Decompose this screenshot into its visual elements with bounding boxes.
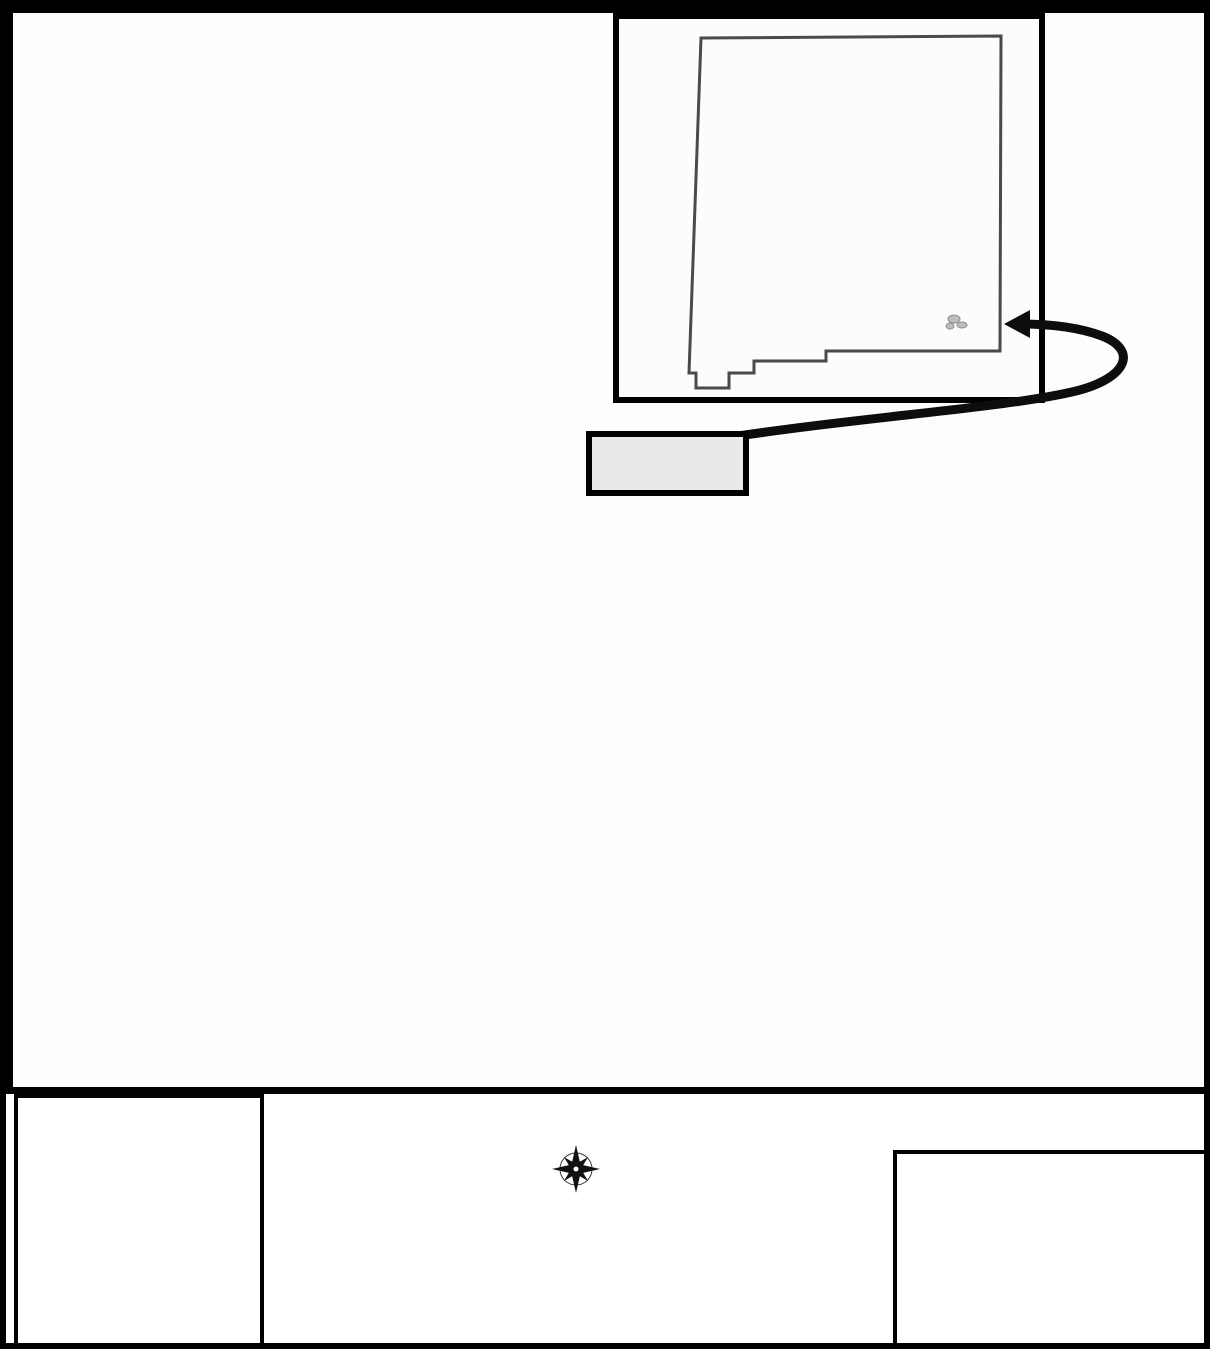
ipi-mines-callout xyxy=(589,434,746,493)
legend xyxy=(14,1094,264,1349)
compass-rose xyxy=(552,1145,600,1193)
title-block xyxy=(893,1150,1210,1349)
inset-frame xyxy=(616,16,1042,400)
new-mexico-inset-map xyxy=(616,16,1042,400)
